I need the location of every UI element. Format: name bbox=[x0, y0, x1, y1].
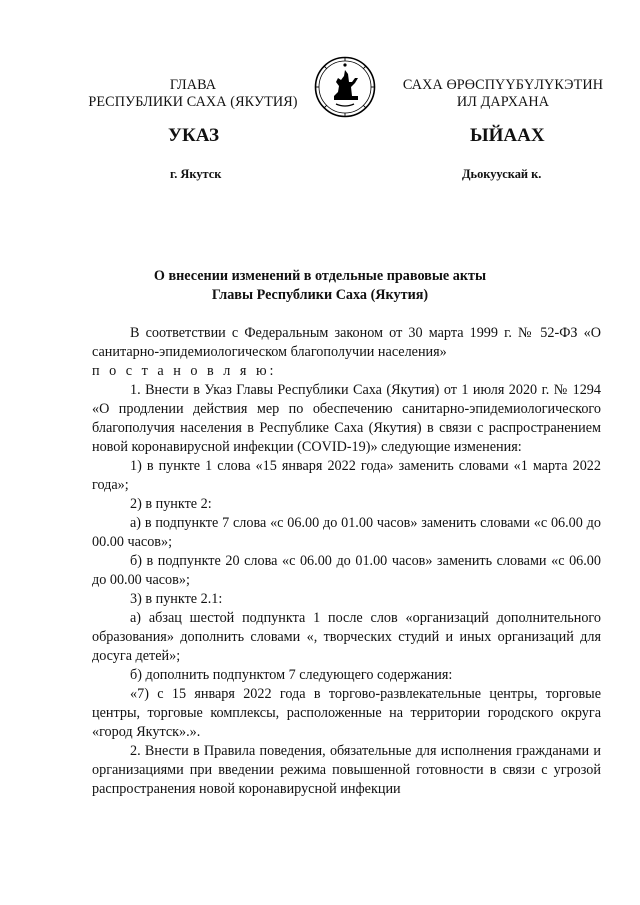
header-left-line1: ГЛАВА bbox=[169, 77, 217, 93]
document-body bbox=[92, 324, 601, 799]
paragraph-2: 2. Внести в Правила поведения, обязательные для исполнения гражданами и организациями при введении режима повышенной готовности в связи с угрозой распространения новой коронавирусной инфекции bbox=[92, 743, 601, 797]
paragraph-1-1: 1) в пункте 1 слова «15 января 2022 года» заменить словами «1 марта 2022 года»; bbox=[92, 458, 601, 493]
header-left bbox=[70, 77, 316, 111]
resolve-line: п о с т а н о в л я ю: bbox=[92, 363, 277, 379]
header-left-line2: РЕСПУБЛИКИ САХА (ЯКУТИЯ) bbox=[88, 94, 298, 110]
paragraph-1-3: 3) в пункте 2.1: bbox=[130, 591, 223, 607]
paragraph-1-2-b: б) в подпункте 20 слова «с 06.00 до 01.00 часов» заменить словами «с 06.00 до 00.00 часов»; bbox=[92, 553, 601, 588]
city-ru: г. Якутск bbox=[170, 167, 222, 181]
paragraph-1-2: 2) в пункте 2: bbox=[130, 496, 212, 512]
header-right bbox=[388, 77, 618, 111]
coat-of-arms-emblem-icon bbox=[314, 56, 376, 118]
paragraph-1-3-a: а) абзац шестой подпункта 1 после слов «организаций дополнительного образования» дополнить словами «, творческих студий и иных организаций для досуга детей»; bbox=[92, 610, 601, 664]
paragraph-1-3-b-quote: «7) с 15 января 2022 года в торгово-развлекательные центры, торговые центры, торговые комплексы, расположенные на территории городского округа «город Якутск».». bbox=[92, 686, 601, 740]
paragraph-1: 1. Внести в Указ Главы Республики Саха (Якутия) от 1 июля 2020 г. № 1294 «О продлении действия мер по обеспечению санитарно-эпидемиологического благополучия населения в Республике Саха (Якутия) в связи с распространением новой коронавирусной инфекции (COVID-19)» следующие изменения: bbox=[92, 382, 601, 455]
city-sakha: Дьокуускай к. bbox=[462, 167, 542, 181]
intro-paragraph: В соответствии с Федеральным законом от 30 марта 1999 г. № 52-ФЗ «О санитарно-эпидемиологическом благополучии населения» bbox=[92, 325, 601, 360]
paragraph-1-2-a: а) в подпункте 7 слова «с 06.00 до 01.00 часов» заменить словами «с 06.00 до 00.00 часов»; bbox=[92, 515, 601, 550]
decree-label-ru: УКАЗ bbox=[168, 125, 219, 146]
header-right-line2: ИЛ ДАРХАНА bbox=[456, 94, 550, 110]
document-title bbox=[90, 267, 550, 305]
title-line1: О внесении изменений в отдельные правовые акты bbox=[153, 268, 487, 284]
title-line2: Главы Республики Саха (Якутия) bbox=[211, 287, 429, 303]
paragraph-1-3-b: б) дополнить подпунктом 7 следующего содержания: bbox=[130, 667, 453, 683]
header-right-line1: САХА ӨРӨСПҮҮБҮЛҮКЭТИН bbox=[402, 77, 604, 93]
decree-label-sakha: ЫЙААХ bbox=[470, 125, 545, 146]
